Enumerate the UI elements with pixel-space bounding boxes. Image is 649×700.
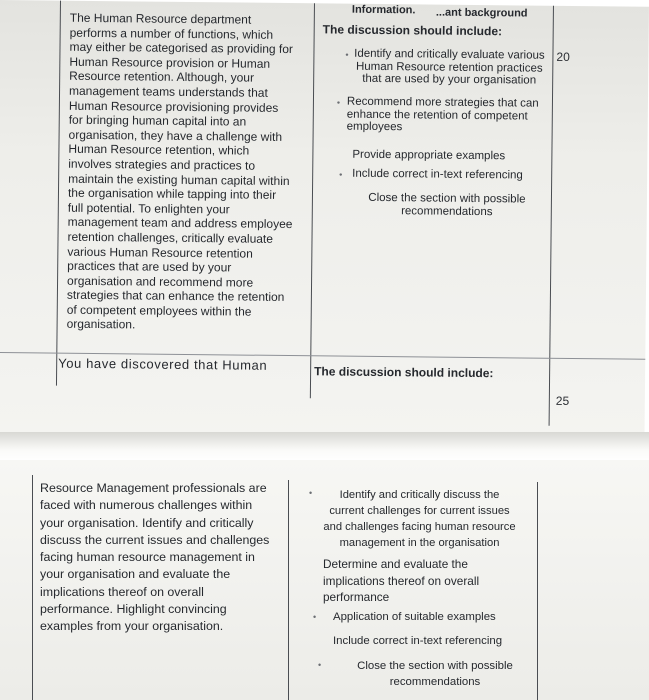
next-question-start: You have discovered that Human <box>58 355 268 373</box>
criteria-bullet: • <box>318 660 322 670</box>
criteria-item-4: Include correct in-text referencing <box>352 167 523 182</box>
criteria-item-2: Recommend more strategies that can enhance the retention of competent employees <box>346 95 539 134</box>
criteria-item-3: Provide appropriate examples <box>352 148 506 163</box>
criteria-item-5: Close the section with possible recommendations <box>368 191 526 218</box>
criteria-bullet: • <box>309 488 313 498</box>
page-gap <box>0 432 649 462</box>
criteria-heading: The discussion should include: <box>322 22 503 39</box>
next-marks-value: 25 <box>555 393 570 408</box>
criteria-bullet: • <box>339 169 343 180</box>
next-criteria-heading: The discussion should include: <box>314 364 494 381</box>
page-bottom-sheet <box>0 460 649 700</box>
bottom-criteria-item-1: Identify and critically discuss the current challenges for current issues and challenges facing human resource management in the organisation <box>323 489 516 549</box>
bottom-criteria-item-5: Close the section with possible recommendations <box>357 660 513 688</box>
criteria-item-1: Identify and critically evaluate various Human Resource retention practices that are used by your organisation <box>354 47 545 87</box>
criteria-bullet: • <box>336 97 341 108</box>
bottom-question-text: Resource Management professionals are faced with numerous challenges within your organisation. Identify and critically discuss the current issues and challenges facing human resource management in your organisation and evaluate the implications thereof on overall performance. Highlight convincing examples from your organisation. <box>40 481 270 634</box>
bottom-criteria-item-2: Determine and evaluate the implications thereof on overall performance <box>323 557 480 604</box>
column-divider-left <box>56 1 61 386</box>
criteria-bullet: • <box>313 612 317 622</box>
bottom-criteria-item-3: Application of suitable examples <box>333 611 496 623</box>
criteria-bullet: • <box>345 49 349 60</box>
bottom-criteria-item-4: Include correct in-text referencing <box>333 635 503 647</box>
question-text: The Human Resource department performs a number of functions, which may either be categorised as providing for Human Resource provision or Human Resource retention. Although, your management teams understands that Human Resource provisioning provides for bringing human capital into an organisation, they have a challenge with Human Resource retention, which involves strategies and practices to maintain the existing human capital within the organisation while tapping into their full potential. To enlighten your management team and address employee retention challenges, critically evaluate various Human Resource retention practices that are used by your organisation and recommend more strategies that can enhance the retention of competent employees within the organisation. <box>66 10 294 332</box>
header-fragment-left: Information. <box>351 3 416 17</box>
column-divider-left <box>32 475 33 700</box>
header-fragment-right: ...ant background <box>435 6 528 20</box>
marks-value: 20 <box>556 49 570 64</box>
